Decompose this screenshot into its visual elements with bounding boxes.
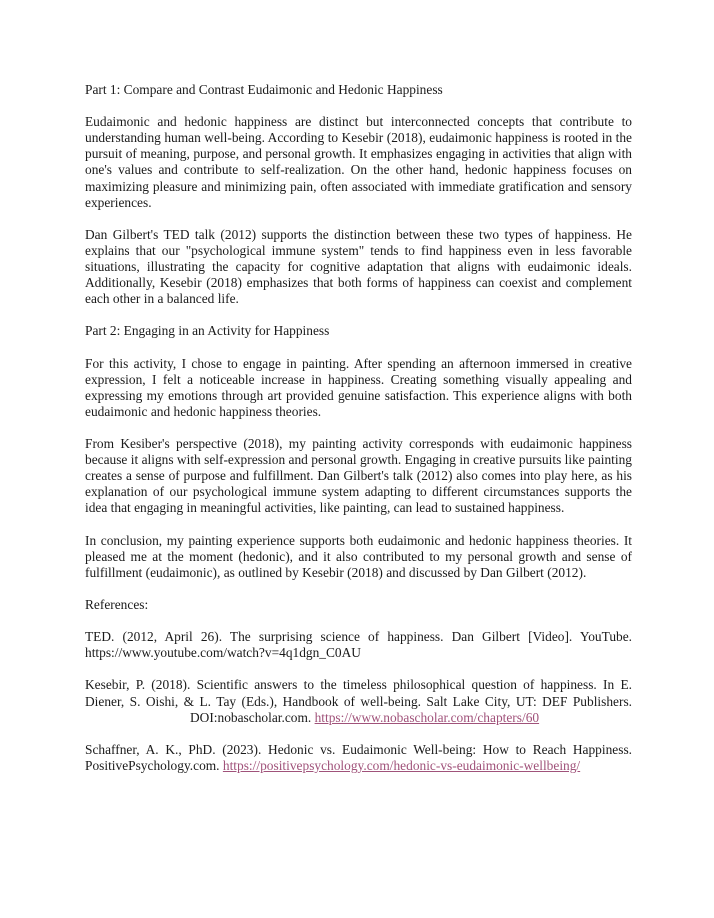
reference-2 (85, 677, 632, 725)
document-page (85, 82, 632, 790)
references-heading: References: (85, 597, 149, 612)
reference-2-doi: DOI:nobascholar.com. (190, 709, 312, 725)
part1-heading: Part 1: Compare and Contrast Eudaimonic and Hedonic Happiness (85, 82, 443, 97)
part2-paragraph-2: From Kesiber's perspective (2018), my painting activity corresponds with eudaimonic happiness because it aligns with self-expression and personal growth. Engaging in creative pursuits like painting creates a sense of purpose and fulfillment. Dan Gilbert's talk (2012) also comes into play here, as his explanation of our psychological immune system adapting to different circumstances supports the idea that engaging in meaningful activities, like painting, can lead to sustained happiness. (85, 436, 632, 516)
reference-3-link[interactable]: https://positivepsychology.com/hedonic-vs-eudaimonic-wellbeing/ (222, 757, 581, 773)
part1-paragraph-1: Eudaimonic and hedonic happiness are distinct but interconnected concepts that contribute to understanding human well-being. According to Kesebir (2018), eudaimonic happiness is rooted in the pursuit of meaning, purpose, and personal growth. It emphasizes engaging in activities that align with one's values and contribute to self-realization. On the other hand, hedonic happiness focuses on maximizing pleasure and minimizing pain, often associated with immediate gratification and sensory experiences. (85, 114, 632, 210)
reference-1: TED. (2012, April 26). The surprising science of happiness. Dan Gilbert [Video]. YouTube. https://www.youtube.com/watch?v=4q1dgn_C0AU (85, 629, 632, 661)
reference-2-text: Kesebir, P. (2018). Scientific answers to the timeless philosophical question of happiness. In E. Diener, S. Oishi, & L. Tay (Eds.), Handbook of well-being. Salt Lake City, UT: DEF Publishers. (85, 677, 632, 709)
reference-2-link[interactable]: https://www.nobascholar.com/chapters/60 (314, 709, 540, 725)
part1-paragraph-2: Dan Gilbert's TED talk (2012) supports the distinction between these two types of happiness. He explains that our "psychological immune system" tends to find happiness even in less favorable situations, illustrating the capacity for cognitive adaptation that aligns with eudaimonic ideals. Additionally, Kesebir (2018) emphasizes that both forms of happiness can coexist and complement each other in a balanced life. (85, 226, 632, 307)
part2-heading: Part 2: Engaging in an Activity for Happiness (85, 323, 330, 339)
part2-paragraph-3: In conclusion, my painting experience supports both eudaimonic and hedonic happiness theories. It pleased me at the moment (hedonic), and it also contributed to my personal growth and sense of fulfillment (eudaimonic), as outlined by Kesebir (2018) and discussed by Dan Gilbert (2012). (85, 532, 632, 580)
reference-3-text: Schaffner, A. K., PhD. (2023). Hedonic vs. Eudaimonic Well-being: How to Reach Happiness. PositivePsychology.com. (85, 741, 632, 773)
reference-3 (85, 742, 632, 774)
part2-paragraph-1: For this activity, I chose to engage in painting. After spending an afternoon immersed in creative expression, I felt a noticeable increase in happiness. Creating something visually appealing and expressing my emotions through art provided genuine satisfaction. This experience aligns with both eudaimonic and hedonic happiness theories. (85, 355, 632, 419)
